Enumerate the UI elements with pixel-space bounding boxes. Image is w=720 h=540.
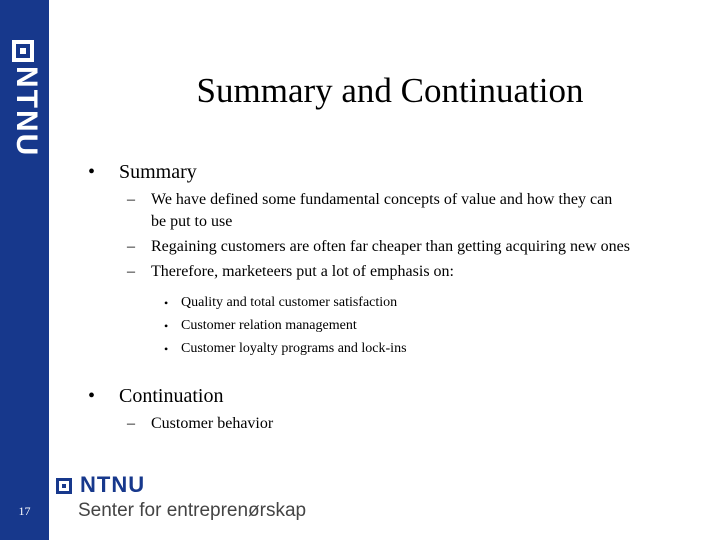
sidebar-wordmark: NTNU	[10, 66, 43, 158]
footer-wordmark: NTNU	[80, 472, 146, 497]
dash-bullet-icon: –	[127, 238, 135, 255]
page-number: 17	[18, 504, 31, 518]
summary-point-2	[88, 236, 708, 258]
summary-point-2-text: Regaining customers are often far cheaper than getting acquiring new ones	[151, 238, 630, 255]
small-bullet-icon: •	[164, 342, 169, 356]
emphasis-item-3-text: Customer loyalty programs and lock-ins	[181, 341, 407, 356]
summary-point-1-line-2: be put to use	[151, 213, 233, 230]
small-bullet-icon: •	[164, 319, 169, 333]
ntnu-logo-icon	[56, 478, 72, 494]
summary-point-1-line-1: We have defined some fundamental concepts of value and how they can	[151, 191, 613, 208]
sidebar-wordmark-container	[7, 66, 43, 170]
slide-content	[88, 158, 708, 435]
small-bullet-icon: •	[164, 296, 169, 310]
emphasis-item-2	[88, 315, 708, 337]
continuation-point-1-text: Customer behavior	[151, 415, 274, 432]
emphasis-item-2-text: Customer relation management	[181, 318, 357, 333]
summary-point-3	[88, 261, 708, 283]
brand-sidebar	[0, 0, 49, 540]
emphasis-item-1	[88, 292, 708, 314]
continuation-point-1	[88, 413, 708, 435]
dash-bullet-icon: –	[127, 191, 135, 208]
summary-point-1	[88, 189, 708, 233]
dash-bullet-icon: –	[127, 263, 135, 280]
summary-point-3-text: Therefore, marketeers put a lot of emphasis on:	[151, 263, 454, 280]
emphasis-item-1-text: Quality and total customer satisfaction	[181, 295, 398, 310]
slide-title: Summary and Continuation	[196, 71, 584, 110]
bullet-summary: • Summary	[88, 158, 708, 186]
dash-bullet-icon: –	[127, 415, 135, 432]
bullet-continuation: • Continuation	[88, 382, 708, 410]
ntnu-logo-icon	[12, 40, 34, 62]
emphasis-item-3	[88, 338, 708, 360]
footer-subtitle: Senter for entreprenørskap	[78, 500, 307, 521]
